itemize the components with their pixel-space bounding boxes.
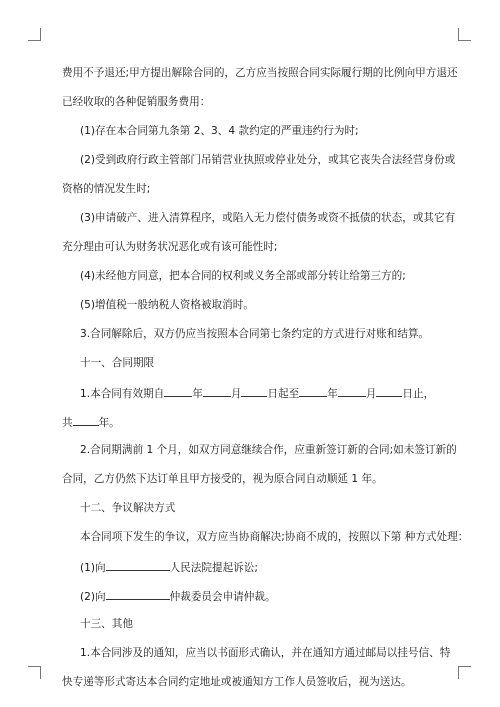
term-day-label: 日止，: [402, 388, 435, 400]
paragraph-line: 快专递等形式寄达本合同约定地址或被通知方工作人员签收后，视为送达。: [62, 676, 412, 688]
dispute-option-1: [80, 559, 258, 575]
section-heading: 十二、争议解决方式: [80, 502, 176, 514]
contract-term-total-line: [62, 414, 120, 430]
section-heading: 十一、合同期限: [80, 357, 155, 369]
option-suffix: 人民法院提起诉讼;: [169, 562, 258, 574]
contract-term-line: [80, 385, 434, 401]
term-prefix: 1.本合同有效期自: [80, 388, 165, 400]
term-month-label: 月: [365, 388, 377, 400]
paragraph-line: 充分理由可认为财务状况恶化或有该可能性时;: [62, 241, 278, 253]
blank-field: [203, 385, 231, 397]
dispute-option-2: [80, 588, 276, 604]
crop-mark-top-left: [28, 28, 41, 41]
list-item: (5)增值税一般纳税人资格被取消时。: [80, 299, 254, 311]
blank-field: [338, 385, 366, 397]
paragraph-line: 合同，乙方仍然下达订单且甲方接受的，视为原合同自动顺延 1 年。: [62, 473, 383, 485]
blank-field: [241, 385, 267, 397]
blank-field: [73, 414, 99, 426]
blank-field: [106, 559, 170, 571]
paragraph-line: 资格的情况发生时;: [62, 183, 151, 195]
option-prefix: (2)向: [80, 591, 106, 603]
blank-field: [376, 385, 402, 397]
list-item: (4)未经他方同意，把本合同的权利或义务全部或部分转让给第三方的;: [80, 270, 406, 282]
term-day-label: 日起至: [267, 388, 300, 400]
list-item: (1)存在本合同第九条第 2、3、4 款约定的严重违约行为时;: [80, 125, 359, 137]
blank-field: [106, 588, 170, 600]
term-month-label: 月: [230, 388, 242, 400]
blank-field: [164, 385, 192, 397]
list-item: (3)申请破产、进入清算程序，或陷入无力偿付债务或资不抵债的状态，或其它有: [80, 212, 456, 224]
paragraph-line: 费用不予退还;甲方提出解除合同的，乙方应当按照合同实际履行期的比例向甲方退还: [62, 67, 458, 79]
list-item: (2)受到政府行政主管部门吊销营业执照或停业处分，或其它丧失合法经营身份或: [80, 154, 456, 166]
crop-mark-bottom-left: [28, 666, 41, 679]
paragraph-line: 已经收取的各种促销服务费用：: [62, 96, 211, 108]
option-prefix: (1)向: [80, 562, 106, 574]
crop-mark-top-right: [458, 28, 471, 41]
term-total-prefix: 共: [62, 417, 73, 429]
paragraph-line: 1.本合同涉及的通知，应当以书面形式确认，并在通知方通过邮局以挂号信、特: [80, 647, 451, 659]
section-heading: 十三、其他: [80, 618, 133, 630]
option-suffix: 仲裁委员会申请仲裁。: [169, 591, 276, 603]
term-year-label: 年: [327, 388, 338, 400]
term-year-label: 年: [192, 388, 203, 400]
paragraph-line: 3.合同解除后，双方仍应当按照本合同第七条约定的方式进行对账和结算。: [80, 328, 430, 340]
crop-mark-bottom-right: [458, 666, 471, 679]
term-total-suffix: 年。: [98, 417, 120, 429]
paragraph-line: 本合同项下发生的争议，双方应当协商解决;协商不成的，按照以下第 种方式处理：: [80, 531, 469, 543]
blank-field: [299, 385, 327, 397]
paragraph-line: 2.合同期满前 1 个月，如双方同意继续合作，应重新签订新的合同;如未签订新的: [80, 444, 457, 456]
